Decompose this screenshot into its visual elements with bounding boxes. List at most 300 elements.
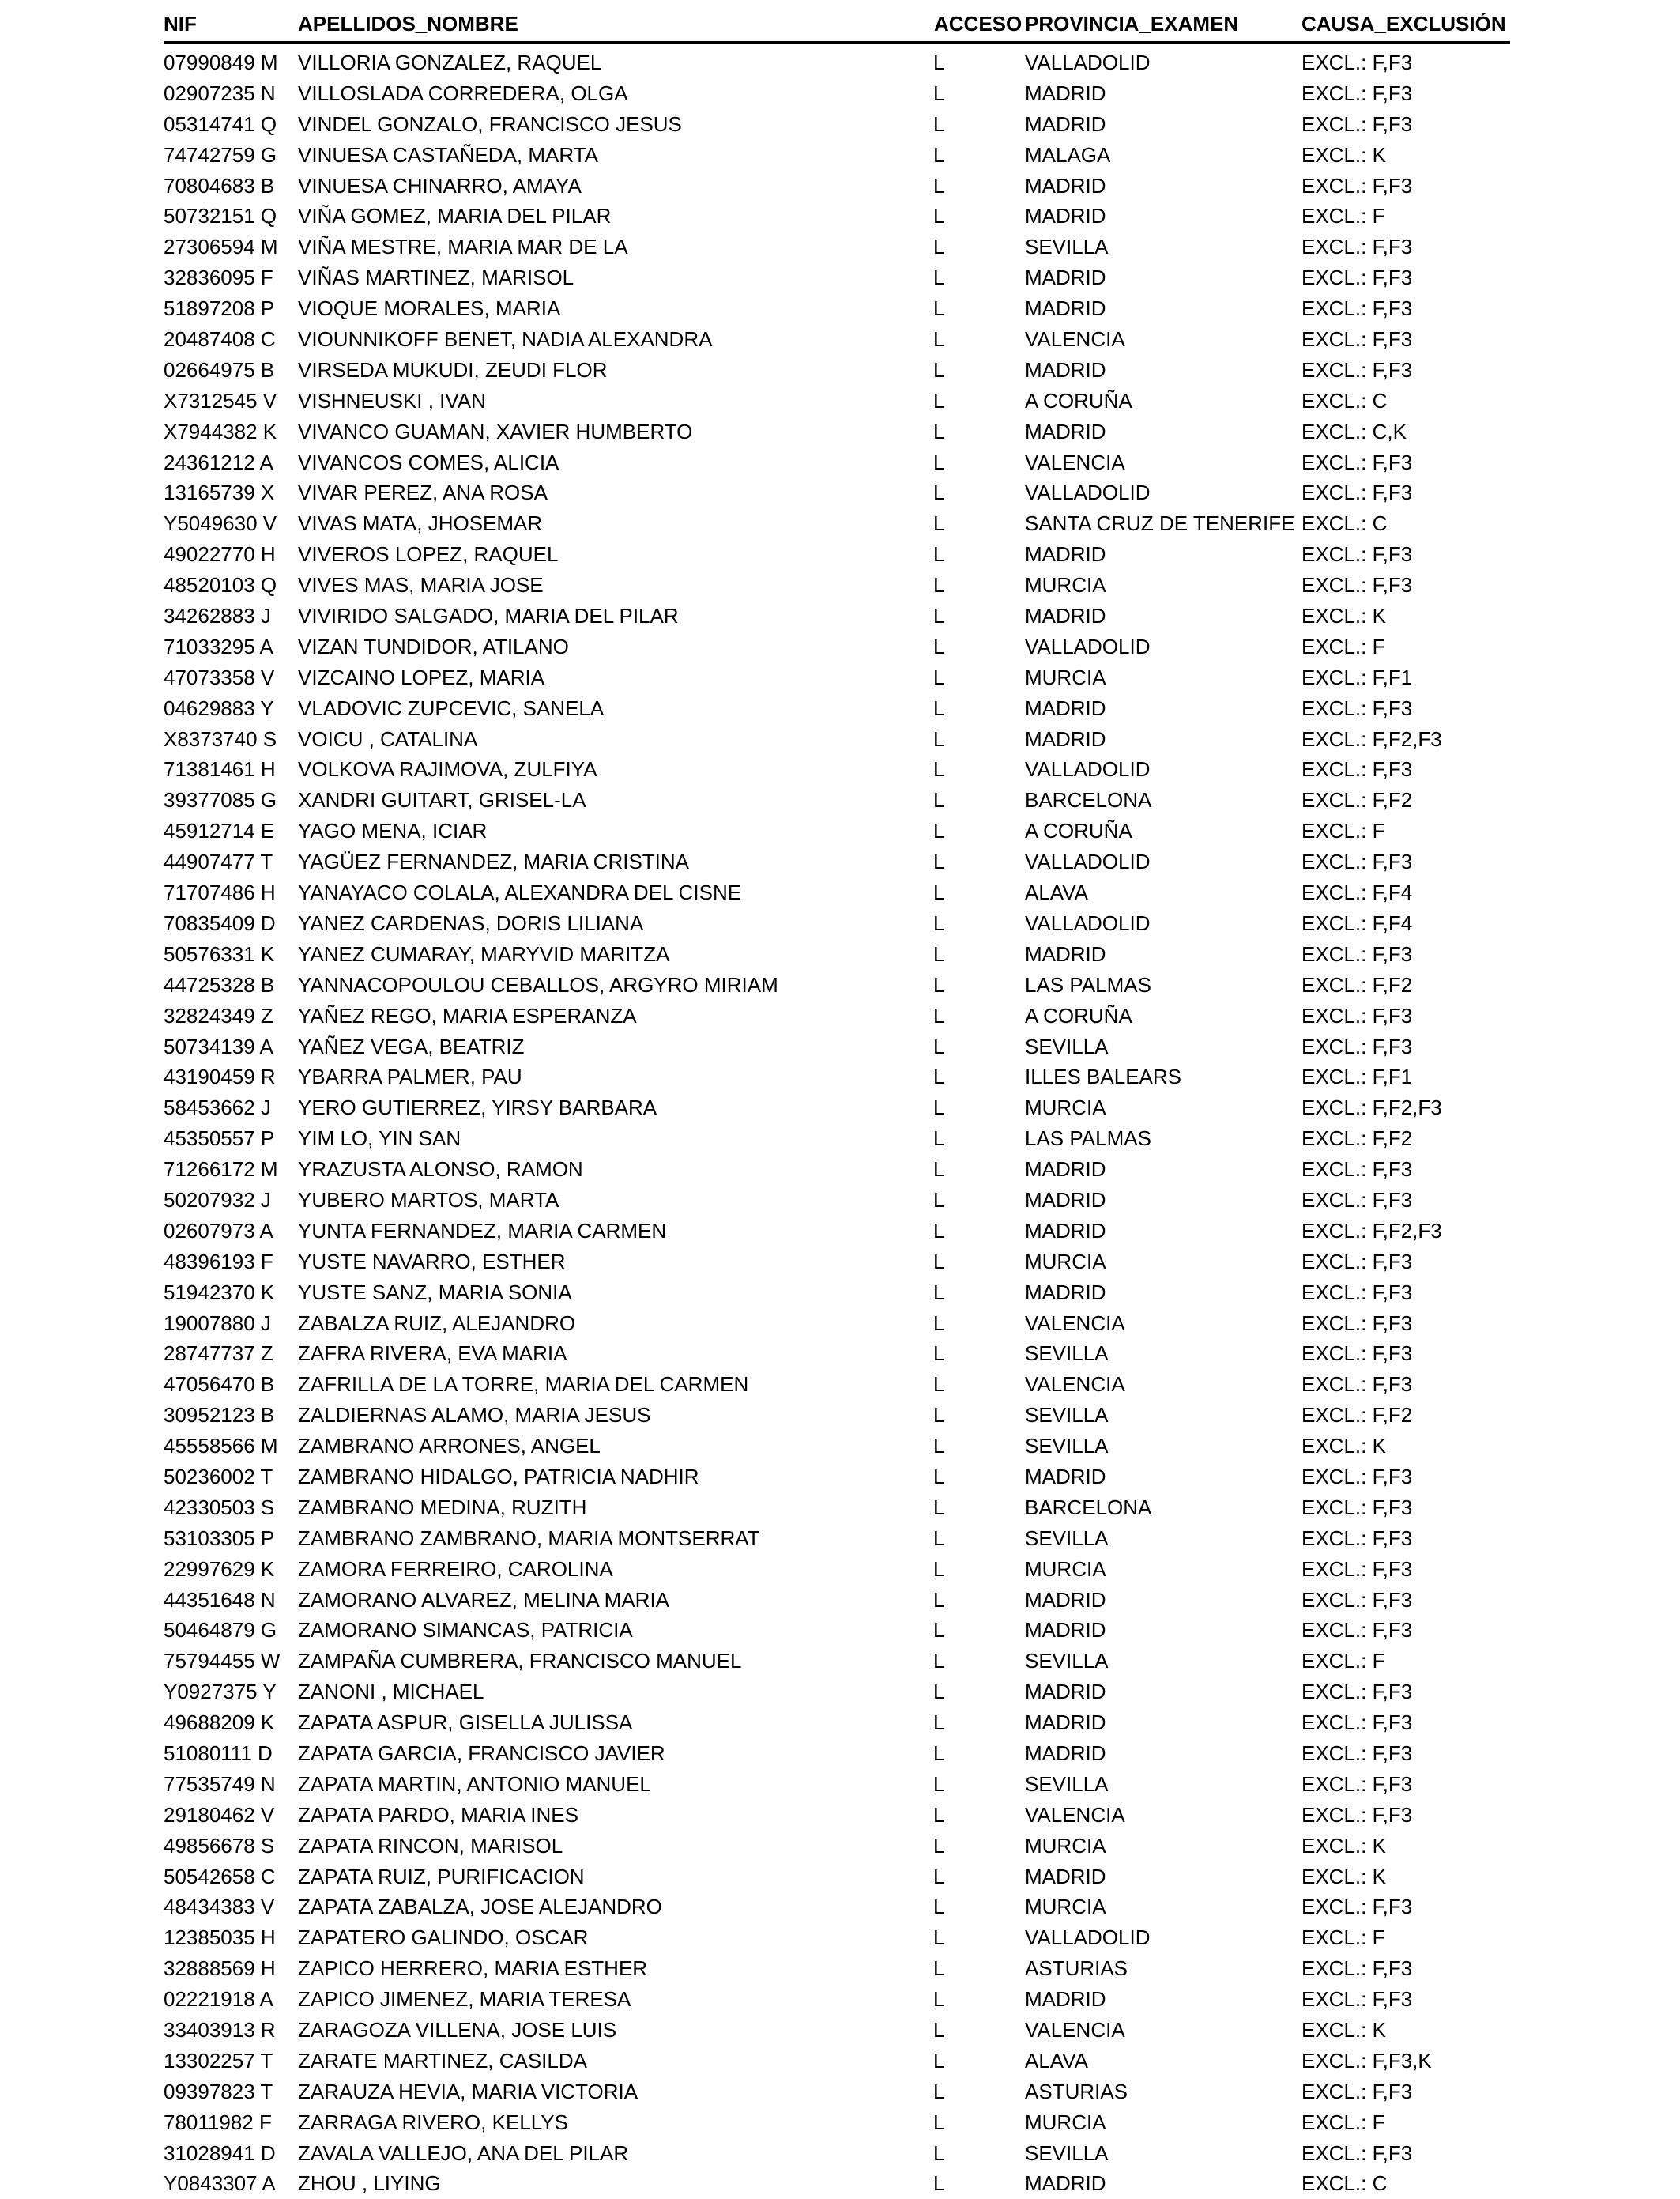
cell-provincia-examen: VALENCIA: [1025, 1802, 1125, 1827]
cell-apellidos-nombre: ZAMBRANO ZAMBRANO, MARIA MONTSERRAT: [298, 1526, 760, 1550]
cell-acceso: L: [933, 726, 945, 751]
cell-apellidos-nombre: YAGO MENA, ICIAR: [298, 819, 488, 843]
cell-acceso: L: [933, 1864, 945, 1888]
cell-acceso: L: [933, 604, 945, 628]
cell-nif: 45350557 P: [164, 1126, 275, 1151]
cell-causa-exclusion: EXCL.: F,F3: [1301, 1526, 1413, 1550]
cell-acceso: L: [933, 1618, 945, 1643]
cell-causa-exclusion: EXCL.: F,F4: [1301, 911, 1413, 935]
cell-causa-exclusion: EXCL.: F,F3: [1301, 2141, 1413, 2165]
cell-apellidos-nombre: YRAZUSTA ALONSO, RAMON: [298, 1157, 583, 1182]
table-row: [164, 2107, 1510, 2138]
cell-nif: 43190459 R: [164, 1065, 276, 1089]
cell-nif: 47056470 B: [164, 1372, 275, 1397]
cell-causa-exclusion: EXCL.: F,F3: [1301, 1587, 1413, 1612]
cell-causa-exclusion: EXCL.: F,F3: [1301, 296, 1413, 321]
cell-acceso: L: [933, 204, 945, 228]
cell-acceso: L: [933, 1372, 945, 1397]
cell-provincia-examen: VALLADOLID: [1025, 911, 1151, 935]
table-row: [164, 1615, 1510, 1646]
cell-causa-exclusion: EXCL.: F,F3: [1301, 1157, 1413, 1182]
table-row: [164, 1646, 1510, 1677]
cell-provincia-examen: MURCIA: [1025, 1556, 1106, 1581]
cell-causa-exclusion: EXCL.: F,F4: [1301, 881, 1413, 905]
cell-causa-exclusion: EXCL.: F,F3: [1301, 757, 1413, 782]
cell-nif: 07990849 M: [164, 51, 278, 74]
cell-provincia-examen: VALLADOLID: [1025, 850, 1151, 874]
cell-acceso: L: [933, 1741, 945, 1765]
header-apellidos-nombre: APELLIDOS_NOMBRE: [298, 12, 518, 36]
table-row: [164, 140, 1510, 171]
cell-apellidos-nombre: VIOUNNIKOFF BENET, NADIA ALEXANDRA: [298, 327, 713, 352]
cell-acceso: L: [933, 542, 945, 567]
cell-acceso: L: [933, 1187, 945, 1212]
cell-apellidos-nombre: ZAPATA ASPUR, GISELLA JULISSA: [298, 1711, 633, 1735]
cell-apellidos-nombre: ZAPATA RINCON, MARISOL: [298, 1833, 563, 1858]
cell-apellidos-nombre: VOICU , CATALINA: [298, 726, 478, 751]
table-row: [164, 970, 1510, 1001]
cell-provincia-examen: BARCELONA: [1025, 788, 1152, 813]
cell-provincia-examen: SEVILLA: [1025, 1034, 1109, 1058]
header-causa-exclusion: CAUSA_EXCLUSIÓN: [1301, 12, 1506, 36]
cell-acceso: L: [933, 111, 945, 136]
cell-apellidos-nombre: VIVAR PEREZ, ANA ROSA: [298, 481, 548, 505]
cell-causa-exclusion: EXCL.: F,F3: [1301, 1895, 1413, 1919]
cell-provincia-examen: A CORUÑA: [1025, 819, 1132, 843]
cell-apellidos-nombre: VIÑA MESTRE, MARIA MAR DE LA: [298, 235, 628, 259]
cell-apellidos-nombre: VIVANCOS COMES, ALICIA: [298, 450, 559, 474]
cell-causa-exclusion: EXCL.: F,F3: [1301, 266, 1413, 290]
cell-provincia-examen: SEVILLA: [1025, 1341, 1109, 1366]
table-row: [164, 1154, 1510, 1185]
cell-causa-exclusion: EXCL.: F,F3: [1301, 850, 1413, 874]
header-acceso: ACCESO: [934, 12, 1023, 36]
table-row: [164, 1800, 1510, 1831]
cell-provincia-examen: MADRID: [1025, 1618, 1106, 1643]
cell-causa-exclusion: EXCL.: F,F3: [1301, 111, 1413, 136]
table-row: [164, 1984, 1510, 2015]
table-row: [164, 1831, 1510, 1861]
cell-nif: 50576331 K: [164, 941, 275, 966]
cell-acceso: L: [933, 173, 945, 198]
table-row: [164, 1338, 1510, 1369]
table-row: [164, 47, 1510, 78]
cell-acceso: L: [933, 142, 945, 167]
table-row: [164, 693, 1510, 724]
cell-acceso: L: [933, 1587, 945, 1612]
table-row: [164, 1277, 1510, 1308]
cell-acceso: L: [933, 696, 945, 720]
cell-apellidos-nombre: ZAMBRANO MEDINA, RUZITH: [298, 1495, 587, 1519]
cell-causa-exclusion: EXCL.: K: [1301, 1434, 1386, 1458]
cell-acceso: L: [933, 850, 945, 874]
table-row: [164, 1369, 1510, 1400]
cell-causa-exclusion: EXCL.: F,F3: [1301, 1680, 1413, 1704]
cell-nif: 50236002 T: [164, 1464, 273, 1488]
cell-causa-exclusion: EXCL.: K: [1301, 142, 1386, 167]
cell-causa-exclusion: EXCL.: F,F2,F3: [1301, 1096, 1442, 1120]
cell-causa-exclusion: EXCL.: K: [1301, 1833, 1386, 1858]
cell-nif: 47073358 V: [164, 665, 275, 689]
cell-provincia-examen: ALAVA: [1025, 2048, 1088, 2073]
cell-causa-exclusion: EXCL.: F,F2,F3: [1301, 726, 1442, 751]
cell-provincia-examen: MADRID: [1025, 111, 1106, 136]
cell-nif: 04629883 Y: [164, 696, 274, 720]
cell-apellidos-nombre: ZAFRILLA DE LA TORRE, MARIA DEL CARMEN: [298, 1372, 749, 1397]
cell-causa-exclusion: EXCL.: F,F3: [1301, 1556, 1413, 1581]
cell-acceso: L: [933, 573, 945, 598]
cell-nif: 31028941 D: [164, 2141, 276, 2165]
cell-nif: 02907235 N: [164, 81, 276, 105]
table-row: [164, 908, 1510, 939]
cell-nif: 24361212 A: [164, 450, 273, 474]
cell-acceso: L: [933, 2141, 945, 2165]
cell-provincia-examen: SEVILLA: [1025, 1526, 1109, 1550]
cell-nif: 44725328 B: [164, 972, 275, 997]
table-row: [164, 1585, 1510, 1616]
cell-acceso: L: [933, 419, 945, 443]
cell-acceso: L: [933, 1126, 945, 1151]
cell-apellidos-nombre: YANNACOPOULOU CEBALLOS, ARGYRO MIRIAM: [298, 972, 778, 997]
cell-apellidos-nombre: YAÑEZ REGO, MARIA ESPERANZA: [298, 1003, 637, 1028]
cell-apellidos-nombre: ZARATE MARTINEZ, CASILDA: [298, 2048, 587, 2073]
cell-apellidos-nombre: ZARAGOZA VILLENA, JOSE LUIS: [298, 2018, 617, 2042]
cell-acceso: L: [933, 481, 945, 505]
cell-causa-exclusion: EXCL.: F,F2,F3: [1301, 1218, 1442, 1243]
cell-causa-exclusion: EXCL.: F,F3,K: [1301, 2048, 1432, 2073]
table-row: [164, 262, 1510, 293]
cell-acceso: L: [933, 1956, 945, 1981]
cell-acceso: L: [933, 1771, 945, 1796]
table-row: [164, 1769, 1510, 1800]
cell-causa-exclusion: EXCL.: F,F3: [1301, 1341, 1413, 1366]
cell-apellidos-nombre: VIVES MAS, MARIA JOSE: [298, 573, 544, 598]
table-row: [164, 1523, 1510, 1554]
cell-nif: 02607973 A: [164, 1218, 273, 1243]
cell-nif: 51897208 P: [164, 296, 275, 321]
cell-nif: 20487408 C: [164, 327, 276, 352]
cell-acceso: L: [933, 665, 945, 689]
cell-acceso: L: [933, 266, 945, 290]
table-row: [164, 877, 1510, 908]
table-row: [164, 232, 1510, 262]
cell-nif: 34262883 J: [164, 604, 271, 628]
cell-provincia-examen: VALENCIA: [1025, 1372, 1125, 1397]
cell-provincia-examen: MALAGA: [1025, 142, 1111, 167]
cell-acceso: L: [933, 2171, 945, 2196]
cell-provincia-examen: VALENCIA: [1025, 450, 1125, 474]
cell-provincia-examen: ILLES BALEARS: [1025, 1065, 1181, 1089]
cell-provincia-examen: ALAVA: [1025, 881, 1088, 905]
cell-causa-exclusion: EXCL.: F,F3: [1301, 1311, 1413, 1335]
cell-nif: 71707486 H: [164, 881, 276, 905]
table-row: [164, 1400, 1510, 1431]
cell-provincia-examen: MADRID: [1025, 173, 1106, 198]
table-row: [164, 508, 1510, 539]
cell-causa-exclusion: EXCL.: K: [1301, 2018, 1386, 2042]
table-header: [164, 9, 1510, 44]
cell-provincia-examen: SEVILLA: [1025, 1403, 1109, 1428]
cell-apellidos-nombre: ZAPATA GARCIA, FRANCISCO JAVIER: [298, 1741, 665, 1765]
table-row: [164, 201, 1510, 232]
cell-nif: 39377085 G: [164, 788, 277, 813]
cell-causa-exclusion: EXCL.: F,F2: [1301, 788, 1413, 813]
cell-nif: 48434383 V: [164, 1895, 275, 1919]
cell-nif: 27306594 M: [164, 235, 278, 259]
cell-nif: 50542658 C: [164, 1864, 276, 1888]
cell-acceso: L: [933, 1495, 945, 1519]
cell-provincia-examen: MADRID: [1025, 1680, 1106, 1704]
cell-nif: 33403913 R: [164, 2018, 276, 2042]
table-row: [164, 477, 1510, 508]
cell-provincia-examen: MURCIA: [1025, 573, 1106, 598]
cell-provincia-examen: MADRID: [1025, 1218, 1106, 1243]
cell-provincia-examen: MADRID: [1025, 81, 1106, 105]
cell-apellidos-nombre: VLADOVIC ZUPCEVIC, SANELA: [298, 696, 605, 720]
cell-provincia-examen: MURCIA: [1025, 1096, 1106, 1120]
cell-causa-exclusion: EXCL.: F,F3: [1301, 1956, 1413, 1981]
cell-nif: 70835409 D: [164, 911, 276, 935]
cell-causa-exclusion: EXCL.: K: [1301, 604, 1386, 628]
cell-acceso: L: [933, 788, 945, 813]
cell-provincia-examen: MADRID: [1025, 1464, 1106, 1488]
cell-provincia-examen: VALENCIA: [1025, 327, 1125, 352]
table-row: [164, 724, 1510, 755]
cell-provincia-examen: MADRID: [1025, 1587, 1106, 1612]
cell-acceso: L: [933, 450, 945, 474]
cell-nif: 77535749 N: [164, 1771, 276, 1796]
cell-provincia-examen: SEVILLA: [1025, 1649, 1109, 1673]
cell-apellidos-nombre: ZALDIERNAS ALAMO, MARIA JESUS: [298, 1403, 651, 1428]
cell-causa-exclusion: EXCL.: F,F3: [1301, 941, 1413, 966]
cell-apellidos-nombre: VIVANCO GUAMAN, XAVIER HUMBERTO: [298, 419, 693, 443]
cell-acceso: L: [933, 1711, 945, 1735]
cell-provincia-examen: MURCIA: [1025, 665, 1106, 689]
cell-apellidos-nombre: ZARAUZA HEVIA, MARIA VICTORIA: [298, 2079, 638, 2103]
cell-acceso: L: [933, 1802, 945, 1827]
cell-nif: 71381461 H: [164, 757, 276, 782]
cell-apellidos-nombre: ZAPATA RUIZ, PURIFICACION: [298, 1864, 585, 1888]
cell-causa-exclusion: EXCL.: F,F3: [1301, 1464, 1413, 1488]
cell-acceso: L: [933, 1157, 945, 1182]
table-row: [164, 632, 1510, 662]
table-row: [164, 171, 1510, 202]
cell-provincia-examen: LAS PALMAS: [1025, 972, 1151, 997]
table-row: [164, 2015, 1510, 2046]
cell-provincia-examen: SEVILLA: [1025, 1434, 1109, 1458]
table-row: [164, 78, 1510, 109]
cell-acceso: L: [933, 2018, 945, 2042]
cell-acceso: L: [933, 1556, 945, 1581]
cell-provincia-examen: MADRID: [1025, 1280, 1106, 1304]
cell-nif: 13165739 X: [164, 481, 275, 505]
cell-causa-exclusion: EXCL.: F: [1301, 634, 1385, 658]
cell-provincia-examen: MADRID: [1025, 604, 1106, 628]
cell-causa-exclusion: EXCL.: F,F3: [1301, 1372, 1413, 1397]
cell-provincia-examen: MADRID: [1025, 1187, 1106, 1212]
table-row: [164, 1707, 1510, 1738]
cell-causa-exclusion: EXCL.: F: [1301, 204, 1385, 228]
cell-provincia-examen: MADRID: [1025, 1864, 1106, 1888]
table-row: [164, 1123, 1510, 1154]
cell-causa-exclusion: EXCL.: F,F3: [1301, 357, 1413, 382]
cell-apellidos-nombre: YUBERO MARTOS, MARTA: [298, 1187, 559, 1212]
cell-apellidos-nombre: VIVEROS LOPEZ, RAQUEL: [298, 542, 559, 567]
cell-provincia-examen: ASTURIAS: [1025, 2079, 1128, 2103]
cell-nif: 45912714 E: [164, 819, 275, 843]
cell-apellidos-nombre: VINUESA CHINARRO, AMAYA: [298, 173, 582, 198]
cell-nif: 48396193 F: [164, 1249, 273, 1273]
table-row: [164, 1308, 1510, 1339]
cell-nif: 50732151 Q: [164, 204, 277, 228]
cell-apellidos-nombre: VILLORIA GONZALEZ, RAQUEL: [298, 51, 602, 74]
cell-apellidos-nombre: YIM LO, YIN SAN: [298, 1126, 461, 1151]
cell-nif: 50464879 G: [164, 1618, 277, 1643]
cell-provincia-examen: MADRID: [1025, 419, 1106, 443]
cell-causa-exclusion: EXCL.: F,F3: [1301, 327, 1413, 352]
cell-provincia-examen: VALENCIA: [1025, 2018, 1125, 2042]
cell-apellidos-nombre: ZAMBRANO ARRONES, ANGEL: [298, 1434, 601, 1458]
cell-acceso: L: [933, 972, 945, 997]
cell-provincia-examen: VALENCIA: [1025, 1311, 1125, 1335]
cell-apellidos-nombre: YERO GUTIERREZ, YIRSY BARBARA: [298, 1096, 657, 1120]
cell-apellidos-nombre: VISHNEUSKI , IVAN: [298, 388, 486, 413]
header-nif: NIF: [164, 12, 197, 36]
table-row: [164, 1922, 1510, 1953]
cell-apellidos-nombre: VIZAN TUNDIDOR, ATILANO: [298, 634, 569, 658]
cell-apellidos-nombre: VIZCAINO LOPEZ, MARIA: [298, 665, 545, 689]
table-row: [164, 601, 1510, 632]
table-row: [164, 355, 1510, 386]
table-row: [164, 324, 1510, 355]
cell-causa-exclusion: EXCL.: F,F3: [1301, 1618, 1413, 1643]
cell-apellidos-nombre: YUSTE SANZ, MARIA SONIA: [298, 1280, 572, 1304]
cell-apellidos-nombre: ZAMORANO SIMANCAS, PATRICIA: [298, 1618, 633, 1643]
cell-causa-exclusion: EXCL.: F,F2: [1301, 972, 1413, 997]
cell-acceso: L: [933, 51, 945, 74]
table-row: [164, 2138, 1510, 2169]
cell-provincia-examen: SEVILLA: [1025, 2141, 1109, 2165]
cell-nif: 48520103 Q: [164, 573, 277, 598]
cell-apellidos-nombre: VIÑAS MARTINEZ, MARISOL: [298, 266, 574, 290]
cell-causa-exclusion: EXCL.: C: [1301, 2171, 1388, 2196]
cell-nif: Y5049630 V: [164, 511, 277, 536]
cell-apellidos-nombre: VINDEL GONZALO, FRANCISCO JESUS: [298, 111, 682, 136]
table-row: [164, 2046, 1510, 2076]
cell-provincia-examen: MADRID: [1025, 726, 1106, 751]
cell-acceso: L: [933, 511, 945, 536]
cell-provincia-examen: MURCIA: [1025, 1833, 1106, 1858]
table-row: [164, 1032, 1510, 1062]
cell-apellidos-nombre: VILLOSLADA CORREDERA, OLGA: [298, 81, 628, 105]
cell-nif: 74742759 G: [164, 142, 277, 167]
table-row: [164, 1062, 1510, 1092]
cell-acceso: L: [933, 1003, 945, 1028]
cell-acceso: L: [933, 1680, 945, 1704]
cell-acceso: L: [933, 1403, 945, 1428]
cell-apellidos-nombre: YANEZ CARDENAS, DORIS LILIANA: [298, 911, 644, 935]
cell-provincia-examen: VALLADOLID: [1025, 634, 1151, 658]
cell-provincia-examen: MADRID: [1025, 542, 1106, 567]
cell-acceso: L: [933, 2110, 945, 2134]
table-row: [164, 2076, 1510, 2107]
table-row: [164, 417, 1510, 447]
cell-apellidos-nombre: YUNTA FERNANDEZ, MARIA CARMEN: [298, 1218, 667, 1243]
cell-causa-exclusion: EXCL.: F,F3: [1301, 51, 1413, 74]
cell-causa-exclusion: EXCL.: F,F1: [1301, 665, 1413, 689]
table-row: [164, 939, 1510, 970]
cell-acceso: L: [933, 357, 945, 382]
cell-nif: 32888569 H: [164, 1956, 276, 1981]
cell-nif: X7944382 K: [164, 419, 277, 443]
cell-causa-exclusion: EXCL.: F,F3: [1301, 450, 1413, 474]
cell-causa-exclusion: EXCL.: C: [1301, 388, 1388, 413]
cell-nif: 49022770 H: [164, 542, 276, 567]
cell-acceso: L: [933, 327, 945, 352]
cell-causa-exclusion: EXCL.: C,K: [1301, 419, 1407, 443]
cell-apellidos-nombre: ZAFRA RIVERA, EVA MARIA: [298, 1341, 567, 1366]
cell-nif: 78011982 F: [164, 2110, 272, 2134]
cell-apellidos-nombre: ZAPATA MARTIN, ANTONIO MANUEL: [298, 1771, 651, 1796]
cell-acceso: L: [933, 235, 945, 259]
table-row: [164, 293, 1510, 324]
cell-acceso: L: [933, 1341, 945, 1366]
cell-nif: 51942370 K: [164, 1280, 275, 1304]
cell-nif: X7312545 V: [164, 388, 277, 413]
cell-nif: 44907477 T: [164, 850, 273, 874]
cell-nif: Y0843307 A: [164, 2171, 276, 2196]
cell-nif: 05314741 Q: [164, 111, 277, 136]
cell-acceso: L: [933, 1833, 945, 1858]
table-row: [164, 847, 1510, 877]
cell-causa-exclusion: EXCL.: C: [1301, 511, 1388, 536]
table-row: [164, 1892, 1510, 1922]
cell-acceso: L: [933, 1034, 945, 1058]
cell-acceso: L: [933, 819, 945, 843]
cell-causa-exclusion: EXCL.: K: [1301, 1864, 1386, 1888]
cell-causa-exclusion: EXCL.: F,F3: [1301, 1187, 1413, 1212]
cell-nif: 13302257 T: [164, 2048, 273, 2073]
cell-nif: 12385035 H: [164, 1926, 276, 1950]
table-row: [164, 109, 1510, 140]
cell-provincia-examen: VALLADOLID: [1025, 1926, 1151, 1950]
cell-nif: 50207932 J: [164, 1187, 271, 1212]
table-row: [164, 539, 1510, 570]
table-row: [164, 1492, 1510, 1523]
cell-provincia-examen: MADRID: [1025, 1157, 1106, 1182]
cell-provincia-examen: LAS PALMAS: [1025, 1126, 1151, 1151]
cell-causa-exclusion: EXCL.: F,F1: [1301, 1065, 1413, 1089]
cell-apellidos-nombre: XANDRI GUITART, GRISEL-LA: [298, 788, 586, 813]
cell-nif: 02664975 B: [164, 357, 275, 382]
table-row: [164, 1092, 1510, 1123]
cell-nif: 29180462 V: [164, 1802, 275, 1827]
cell-causa-exclusion: EXCL.: F,F3: [1301, 481, 1413, 505]
cell-causa-exclusion: EXCL.: F,F3: [1301, 1495, 1413, 1519]
cell-causa-exclusion: EXCL.: F,F3: [1301, 542, 1413, 567]
header-provincia-examen: PROVINCIA_EXAMEN: [1025, 12, 1239, 36]
cell-apellidos-nombre: YBARRA PALMER, PAU: [298, 1065, 522, 1089]
exclusion-list-document: [164, 9, 1510, 2199]
cell-causa-exclusion: EXCL.: F,F3: [1301, 1741, 1413, 1765]
cell-acceso: L: [933, 634, 945, 658]
cell-apellidos-nombre: ZAVALA VALLEJO, ANA DEL PILAR: [298, 2141, 629, 2165]
cell-apellidos-nombre: YUSTE NAVARRO, ESTHER: [298, 1249, 566, 1273]
cell-acceso: L: [933, 1526, 945, 1550]
table-row: [164, 754, 1510, 785]
cell-provincia-examen: MADRID: [1025, 296, 1106, 321]
cell-provincia-examen: MADRID: [1025, 2171, 1106, 2196]
